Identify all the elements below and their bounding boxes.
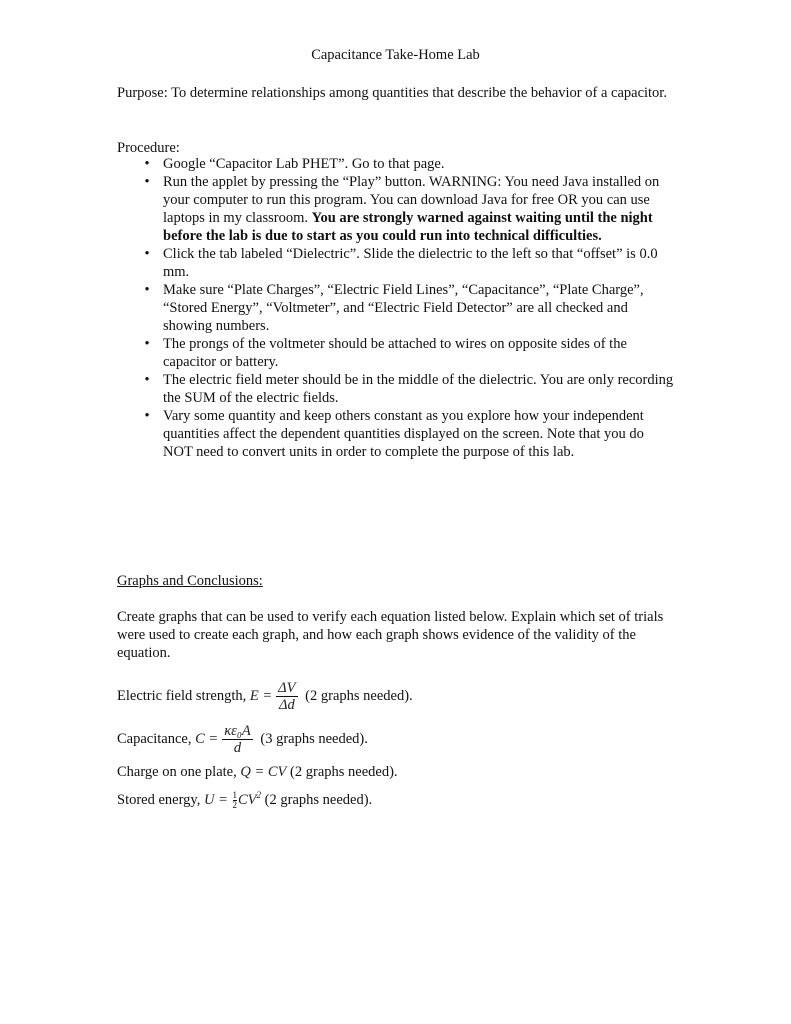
half-denominator: 2 — [232, 800, 237, 810]
page-title: Capacitance Take-Home Lab — [311, 47, 480, 63]
bullet-icon: • — [144, 336, 150, 352]
fraction-numerator: κε₀A — [224, 723, 251, 739]
equation-fraction — [222, 723, 253, 756]
list-item-text: Run the applet by pressing the “Play” button. WARNING: You need Java installed on your computer to run this program. You can download Java for free OR you can use laptops in my classroom. — [163, 174, 660, 226]
equation-lhs: U = — [203, 791, 228, 808]
list-item — [117, 155, 677, 173]
equation-charge — [117, 763, 398, 781]
equation-label: Charge on one plate, — [117, 764, 241, 780]
graphs-heading-text: Graphs and Conclusions — [117, 573, 259, 589]
equation-label: Capacitance, — [117, 730, 196, 747]
list-item — [117, 407, 677, 461]
equation-electric-field — [117, 680, 413, 713]
graphs-heading — [117, 572, 263, 590]
warning-bold-text: You are strongly warned against waiting until the night before the lab is due to start as you could run into technical difficulties. — [163, 210, 653, 244]
graphs-heading-colon: : — [258, 573, 263, 589]
graphs-paragraph: Create graphs that can be used to verify each equation listed below. Explain which set of trials were used to create each graph, and how each graph shows evidence of the validity of the equation. — [117, 609, 664, 661]
list-item-text: Make sure “Plate Charges”, “Electric Field Lines”, “Capacitance”, “Plate Charge”, “Stored Energy”, “Voltmeter”, and “Electric Field Detector” are all checked and showing numbers. — [163, 282, 644, 334]
list-item-text: Vary some quantity and keep others constant as you explore how your independent quantities affect the dependent quantities displayed on the screen. Note that you do NOT need to convert units in order to complete the purpose of this lab. — [163, 408, 644, 460]
purpose-paragraph: Purpose: To determine relationships among quantities that describe the behavior of a capacitor. — [117, 85, 667, 101]
list-item — [117, 173, 677, 245]
list-item-text: Click the tab labeled “Dielectric”. Slide the dielectric to the left so that “offset” is 0.0 mm. — [163, 246, 658, 280]
bullet-icon: • — [144, 282, 150, 298]
list-item — [117, 335, 677, 371]
procedure-list — [117, 155, 677, 461]
list-item — [117, 245, 677, 281]
equation-rhs: CV — [238, 791, 257, 808]
list-item — [117, 281, 677, 335]
half-fraction — [233, 791, 238, 810]
fraction-denominator: Δd — [278, 697, 295, 713]
equation-note: (2 graphs needed). — [286, 764, 398, 780]
list-item-text: Google “Capacitor Lab PHET”. Go to that page. — [163, 156, 445, 172]
half-numerator: 1 — [232, 790, 237, 800]
procedure-heading: Procedure: — [117, 140, 180, 156]
bullet-icon: • — [144, 174, 150, 190]
equation-expression: Q = CV — [240, 764, 287, 780]
equation-fraction — [276, 680, 297, 713]
equation-label: Electric field strength, — [117, 687, 250, 704]
bullet-icon: • — [144, 156, 150, 172]
equation-note: (3 graphs needed). — [256, 730, 368, 747]
list-item — [117, 371, 677, 407]
equation-capacitance — [117, 723, 368, 756]
equation-energy — [117, 786, 372, 810]
list-item-text: The electric field meter should be in the middle of the dielectric. You are only recording the SUM of the electric fields. — [163, 372, 674, 406]
equation-lhs: E = — [249, 687, 273, 704]
list-item-text: The prongs of the voltmeter should be attached to wires on opposite sides of the capacitor or battery. — [163, 336, 627, 370]
equation-label: Stored energy, — [117, 791, 204, 808]
equation-note: (2 graphs needed). — [301, 687, 413, 704]
bullet-icon: • — [144, 372, 150, 388]
bullet-icon: • — [144, 408, 150, 424]
bullet-icon: • — [144, 246, 150, 262]
equation-note: (2 graphs needed). — [261, 791, 373, 808]
fraction-numerator: ΔV — [278, 680, 296, 696]
fraction-denominator: d — [233, 740, 242, 756]
equation-lhs: C = — [195, 730, 219, 747]
equation-exponent: 2 — [256, 790, 262, 800]
